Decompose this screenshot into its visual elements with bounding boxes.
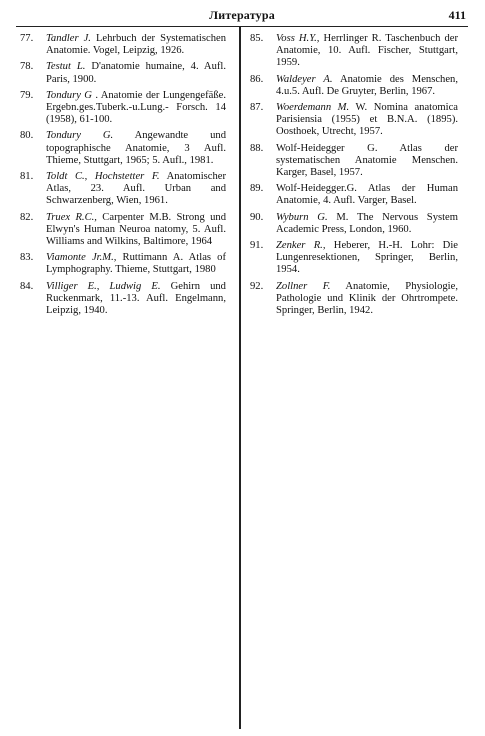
reference-text: Anatomie des Menschen, 4.u.5. Aufl. De Gruyter, Berlin, 1967.	[276, 73, 458, 97]
page-header	[16, 6, 468, 27]
reference-text: Lehrbuch der Systematischen Anatomie. Vogel, Leipzig, 1926.	[46, 33, 226, 57]
page-title: Литература	[209, 8, 275, 22]
reference-text: Anatomie, Physiologie, Pathologie und Klinik der Ohrtrompete. Springer, Berlin, 1942.	[276, 280, 458, 317]
reference-number: 92.	[250, 280, 264, 292]
reference-author: Woerdemann M.	[276, 102, 350, 114]
reference-text: D'anatomie humaine, 4. Aufl. Paris, 1900.	[46, 61, 226, 85]
reference-entry	[20, 171, 226, 208]
reference-entry	[250, 183, 458, 207]
reference-entry	[20, 90, 226, 127]
reference-number: 88.	[250, 142, 264, 154]
reference-number: 85.	[250, 33, 264, 44]
reference-text: Angewandte und topographische Anatomie, 3 Aufl. Thieme, Stuttgart, 1965; 5. Aufl., 1981.	[46, 130, 226, 166]
reference-number: 80.	[20, 130, 34, 142]
reference-number: 77.	[20, 33, 34, 44]
reference-author: Waldeyer A.	[276, 73, 333, 85]
reference-entry	[250, 74, 458, 98]
reference-author: Truex R.C.,	[46, 211, 97, 223]
reference-author: Tondury G.	[46, 130, 114, 142]
reference-author: Voss H.Y.,	[276, 33, 320, 44]
reference-author: Villiger E., Ludwig E.	[46, 280, 161, 292]
reference-number: 90.	[250, 211, 264, 223]
reference-number: 83.	[20, 252, 34, 264]
reference-text: Ruttimann A. Atlas of Lymphography. Thieme, Stuttgart, 1980	[46, 252, 226, 276]
reference-entry	[250, 281, 458, 318]
reference-entry	[250, 102, 458, 139]
right-column	[250, 33, 458, 321]
reference-number: 84.	[20, 280, 34, 292]
reference-number: 91.	[250, 240, 264, 252]
reference-entry	[20, 212, 226, 249]
reference-entry	[250, 212, 458, 236]
reference-entry	[250, 240, 458, 277]
reference-entry	[20, 61, 226, 85]
reference-entry	[20, 33, 226, 57]
reference-text: Wolf-Heidegger G. Atlas der systematischen Anatomie Menschen. Karger, Basel, 1957.	[276, 142, 458, 179]
reference-number: 82.	[20, 211, 34, 223]
reference-number: 81.	[20, 171, 34, 183]
reference-number: 89.	[250, 183, 264, 195]
reference-number: 79.	[20, 89, 34, 101]
reference-text: Gehirn und Ruckenmark, 11.-13. Aufl. Engelmann, Leipzig, 1940.	[46, 280, 226, 317]
left-column	[20, 33, 226, 321]
reference-author: Zenker R.,	[276, 240, 326, 252]
reference-entry	[250, 33, 458, 70]
reference-author: Tandler J.	[46, 33, 91, 44]
reference-text: M. The Nervous System Academic Press, London, 1960.	[276, 211, 459, 235]
page-number: 411	[448, 8, 466, 22]
reference-author: Testut L.	[46, 61, 86, 73]
reference-number: 78.	[20, 61, 34, 73]
reference-text: Wolf-Heidegger.G. Atlas der Human Anatomie, 4. Aufl. Varger, Basel.	[276, 183, 458, 207]
reference-text: Heberer, H.-H. Lohr: Die Lungenresektionen, Springer, Berlin, 1954.	[276, 240, 458, 276]
reference-text: Herrlinger R. Taschenbuch der Anatomie, 10. Aufl. Fischer, Stuttgart, 1959.	[276, 33, 458, 69]
reference-author: Zollner F.	[276, 280, 331, 292]
reference-text: . Anatomie der Lungengefäße. Ergebn.ges.Tuberk.-u.Lung.- Forsch. 14 (1958), 61-100.	[46, 89, 226, 126]
reference-entry	[20, 130, 226, 167]
reference-number: 86.	[250, 73, 264, 85]
reference-entry	[250, 143, 458, 180]
reference-entry	[20, 281, 226, 318]
reference-author: Wyburn G.	[276, 211, 328, 223]
column-divider	[239, 27, 241, 729]
reference-text: Anatomischer Atlas, 23. Aufl. Urban and Schwarzenberg, Wien, 1961.	[46, 171, 226, 207]
reference-author: Tondury G	[46, 89, 92, 101]
reference-author: Viamonte Jr.M.,	[46, 252, 117, 264]
reference-text: Carpenter M.B. Strong und Elwyn's Human Neuroa natomy, 5. Aufl. Williams and Wilkins, Baltimore, 1964	[46, 211, 226, 248]
reference-number: 87.	[250, 102, 264, 114]
reference-text: W. Nomina anatomica Parisiensia (1955) et B.N.A. (1895). Oosthoek, Utrecht, 1957.	[276, 102, 458, 138]
reference-author: Toldt C., Hochstetter F.	[46, 171, 160, 183]
reference-entry	[20, 252, 226, 276]
